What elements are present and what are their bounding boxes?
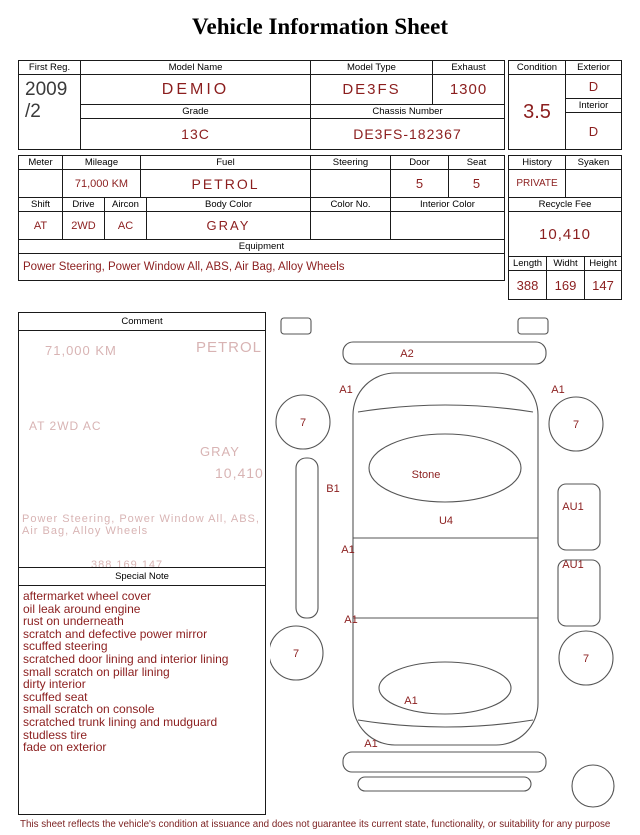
diagram-label: A1 (341, 544, 355, 556)
special-note-list (19, 586, 265, 814)
special-note-item: fade on exterior (23, 740, 107, 755)
condition-label: Condition (509, 61, 566, 75)
seat-label: Seat (449, 156, 504, 170)
car-body-shape (353, 373, 538, 745)
condition-value: 3.5 (509, 75, 566, 149)
dimensions-row (509, 257, 621, 299)
ghost-text: PETROL (196, 339, 263, 356)
body-color-label: Body Color (147, 198, 311, 212)
model-name-label: Model Name (81, 61, 311, 75)
spec-row-color (19, 198, 504, 240)
fuel-label: Fuel (141, 156, 311, 170)
id-table (18, 60, 505, 150)
diagram-label: A1 (364, 738, 378, 750)
special-note-item: scuffed seat (23, 689, 88, 704)
exhaust-value: 1300 (433, 75, 504, 105)
height-value: 147 (592, 277, 614, 293)
special-note-item: small scratch on console (23, 702, 155, 717)
rear-bumper-shape (343, 752, 546, 772)
rear-lower-trim-shape (358, 777, 531, 791)
front-left-marker (281, 318, 311, 334)
mileage-value: 71,000 KM (63, 170, 141, 197)
diagram-label: AU1 (562, 559, 584, 571)
drive-value: 2WD (63, 212, 105, 239)
trunk-line (358, 720, 533, 727)
grade-value: 13C (81, 119, 311, 149)
diagram-label: 7 (292, 648, 300, 660)
ghost-text: AT 2WD AC (29, 419, 102, 433)
ghost-text: 10,410 (215, 465, 264, 481)
history-value: PRIVATE (509, 170, 566, 197)
exhaust-label: Exhaust (433, 61, 504, 75)
height-label: Height (585, 257, 621, 271)
body-color-value: GRAY (147, 212, 311, 239)
special-note-item: studless tire (23, 727, 88, 742)
special-note-item: small scratch on pillar lining (23, 664, 170, 679)
first-reg-month: /2 (25, 100, 41, 122)
special-note-item: oil leak around engine (23, 601, 141, 616)
diagram-label: A1 (344, 614, 358, 626)
diagram-label: B1 (326, 483, 340, 495)
special-note-item: scratched door lining and interior lining (23, 651, 229, 666)
diagram-label: A1 (404, 695, 418, 707)
ghost-text: 388 169 147 (91, 559, 164, 567)
seat-value: 5 (472, 176, 481, 191)
interior-color-label: Interior Color (391, 198, 504, 212)
steering-label: Steering (311, 156, 391, 170)
car-diagram (270, 316, 630, 812)
spec-row-equipment (19, 240, 504, 280)
exterior-label: Exterior (566, 61, 621, 75)
comment-area (19, 331, 265, 567)
color-no-value (311, 212, 391, 239)
history-table (508, 155, 622, 300)
aircon-label: Aircon (105, 198, 147, 212)
color-no-label: Color No. (311, 198, 391, 212)
syaken-label: Syaken (566, 156, 621, 170)
diagram-label: 7 (582, 653, 590, 665)
equipment-value: Power Steering, Power Window All, ABS, Air Bag, Alloy Wheels (23, 261, 345, 273)
mileage-label: Mileage (63, 156, 141, 170)
history-label: History (509, 156, 566, 170)
fuel-value: PETROL (141, 170, 311, 197)
diagram-label: A1 (551, 384, 565, 396)
diagram-label: 7 (572, 419, 580, 431)
hood-line (358, 405, 533, 412)
special-note-item: dirty interior (23, 677, 86, 692)
shift-value: AT (19, 212, 63, 239)
grade-label: Grade (81, 105, 311, 119)
condition-table (508, 60, 622, 150)
model-type-value: DE3FS (311, 75, 433, 105)
first-reg-year: 2009 (25, 79, 68, 100)
special-note-header: Special Note (19, 567, 265, 586)
special-note-item: rust on underneath (23, 614, 124, 629)
windshield-shape (369, 434, 521, 502)
recycle-fee-label: Recycle Fee (509, 198, 621, 212)
door-value: 5 (391, 170, 449, 197)
shift-label: Shift (19, 198, 63, 212)
diagram-label: A2 (400, 348, 414, 360)
interior-value: D (588, 123, 599, 139)
spec-table (18, 155, 505, 281)
equipment-label: Equipment (19, 240, 504, 254)
door-label: Door (391, 156, 449, 170)
special-note-item: scratched trunk lining and mudguard (23, 714, 218, 729)
length-label: Length (509, 257, 547, 271)
diagram-label: 7 (299, 417, 307, 429)
steering-value (311, 170, 391, 197)
page-title: Vehicle Information Sheet (192, 14, 448, 39)
comment-box (18, 312, 266, 815)
diagram-label: A1 (339, 384, 353, 396)
special-note-item: scuffed steering (23, 639, 108, 654)
comment-header: Comment (19, 313, 265, 331)
front-right-marker (518, 318, 548, 334)
ghost-text: Power Steering, Power Window All, ABS, Air Bag, Alloy Wheels (22, 513, 260, 537)
syaken-value (566, 170, 621, 197)
length-value: 388 (509, 271, 547, 299)
diagram-label: U4 (438, 515, 454, 527)
disclaimer-text: This sheet reflects the vehicle's condition at issuance and does not guarantee its current state, functionality, or suitability for any purpose (20, 819, 611, 830)
recycle-fee-value: 10,410 (539, 225, 591, 243)
meter-label: Meter (19, 156, 63, 170)
interior-color-value (391, 212, 504, 239)
ghost-text: 71,000 KM (45, 343, 117, 358)
chassis-number-label: Chassis Number (311, 105, 504, 119)
special-note-item: scratch and defective power mirror (23, 626, 208, 641)
meter-value (19, 170, 63, 197)
rear-window-shape (379, 662, 511, 714)
interior-label: Interior (566, 99, 621, 113)
drive-label: Drive (63, 198, 105, 212)
recycle-fee-row (509, 198, 621, 257)
diagram-label: Stone (411, 469, 441, 481)
spec-row-mileage (19, 156, 504, 198)
right-front-door-shape (558, 484, 600, 550)
first-reg-label: First Reg. (19, 61, 81, 75)
history-row (509, 156, 621, 198)
spare-wheel-shape (572, 765, 614, 807)
special-note-item: aftermarket wheel cover (23, 589, 152, 603)
model-name-value: DEMIO (81, 75, 311, 105)
model-type-label: Model Type (311, 61, 433, 75)
first-reg-value (19, 75, 81, 149)
width-label: Widht (547, 257, 585, 271)
width-value: 169 (547, 271, 585, 299)
chassis-number-value: DE3FS-182367 (353, 126, 462, 142)
exterior-value: D (566, 75, 621, 99)
ghost-text: GRAY (200, 444, 240, 459)
diagram-label: AU1 (562, 501, 584, 513)
front-bumper-shape (343, 342, 546, 364)
aircon-value: AC (105, 212, 147, 239)
left-rocker-shape (296, 458, 318, 618)
